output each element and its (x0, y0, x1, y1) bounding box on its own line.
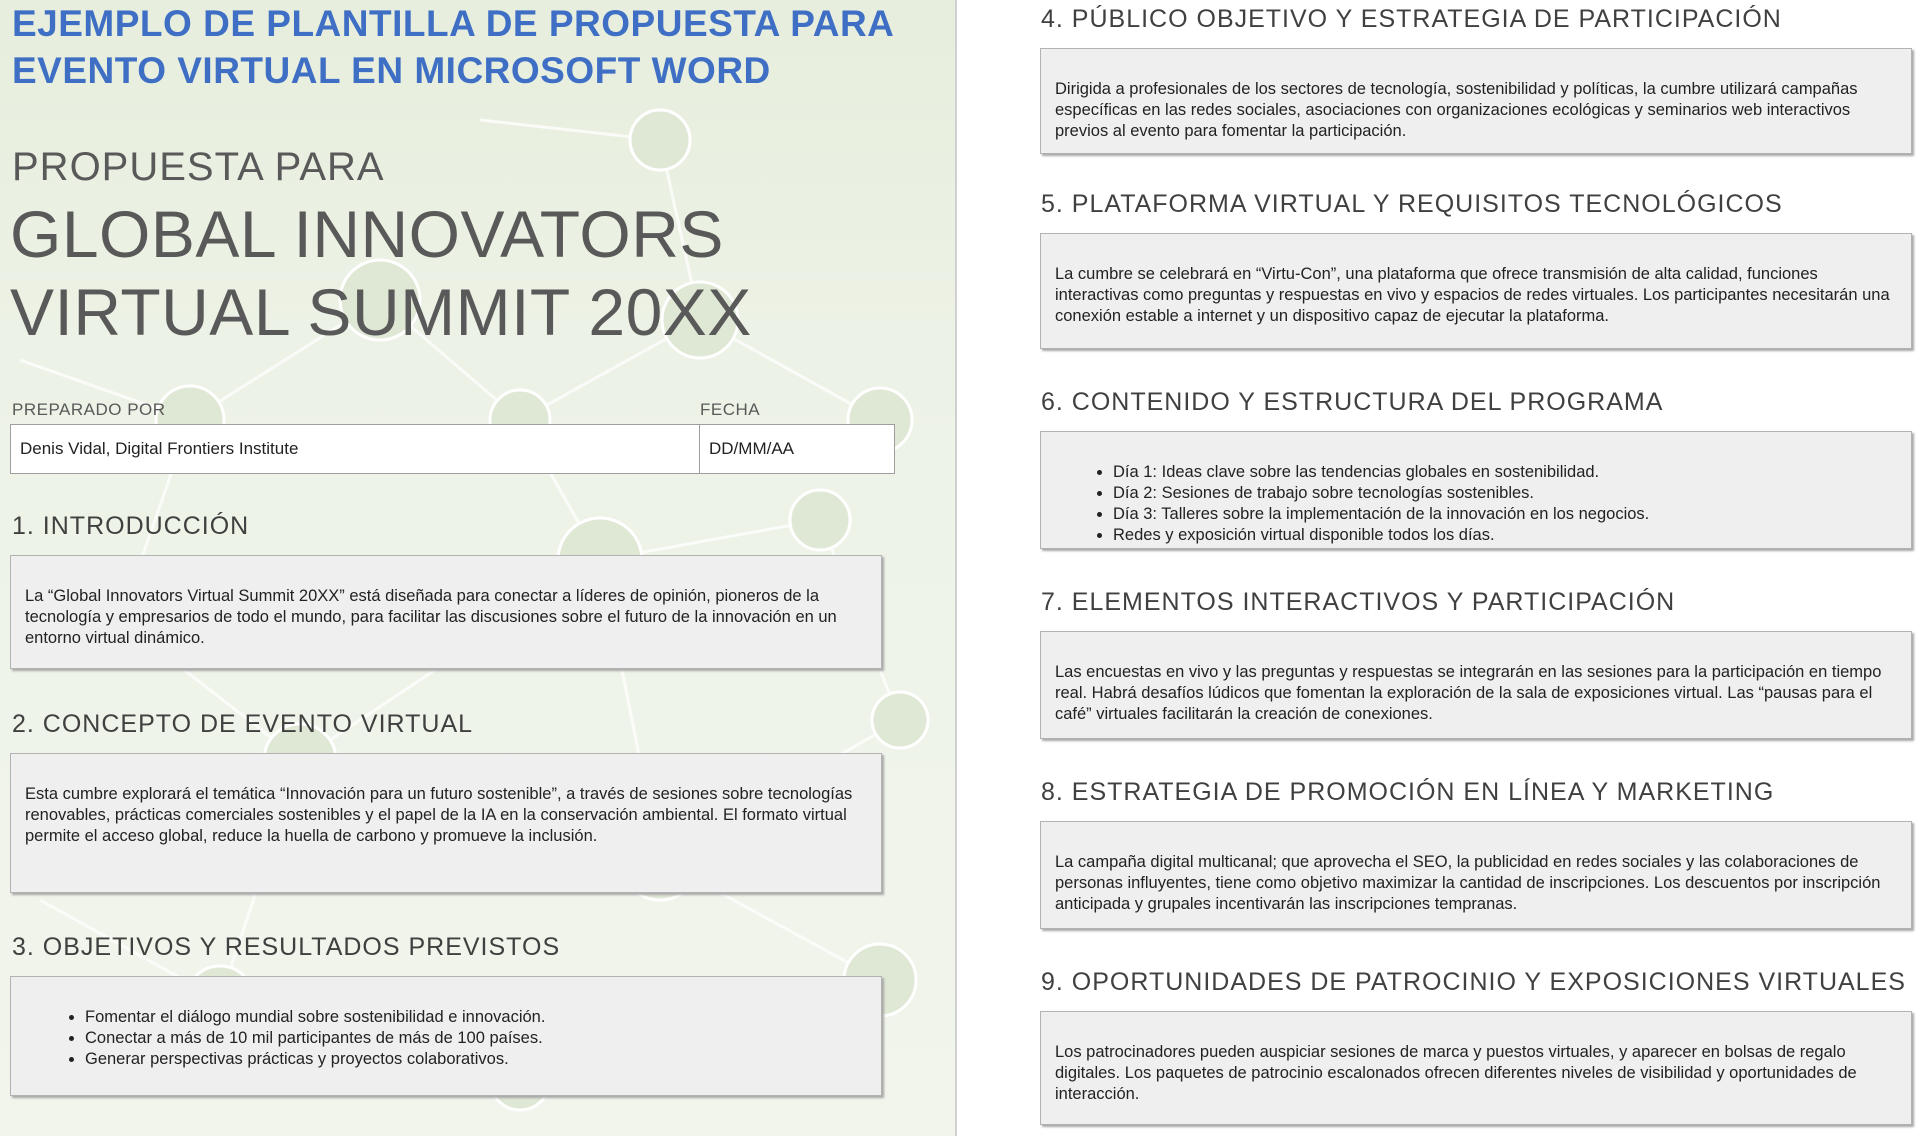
section-text-interactivos: Las encuestas en vivo y las preguntas y respuestas se integrarán en las sesiones para la participación en tiempo real. Habrá desafíos lúdicos que fomentan la exploración de la sala de exposiciones virtual. Las “pausas para el café” virtuales facilitarán la creación de conexiones. (1055, 663, 1882, 723)
list-item: • Generar perspectivas prácticas y proyectos colaborativos. (85, 1049, 867, 1070)
section-title-plataforma: 5. PLATAFORMA VIRTUAL Y REQUISITOS TECNOLÓGICOS (1041, 190, 1783, 218)
section-text-promocion: La campaña digital multicanal; que aprovecha el SEO, la publicidad en redes sociales y las colaboraciones de personas influyentes, tiene como objetivo maximizar la cantidad de inscripciones. Los descuentos por inscripción anticipada y grupales incentivarán las inscripciones tempranas. (1055, 853, 1881, 913)
date-field[interactable]: DD/MM/AA (699, 424, 895, 474)
section-title-contenido: 6. CONTENIDO Y ESTRUCTURA DEL PROGRAMA (1041, 388, 1664, 416)
section-title-interactivos: 7. ELEMENTOS INTERACTIVOS Y PARTICIPACIÓN (1041, 588, 1676, 616)
document-title: EJEMPLO DE PLANTILLA DE PROPUESTA PARA EVENTO VIRTUAL EN MICROSOFT WORD (12, 3, 894, 91)
list-item: • Día 2: Sesiones de trabajo sobre tecnologías sostenibles. (1113, 483, 1897, 504)
list-item: • Día 1: Ideas clave sobre las tendencias globales en sostenibilidad. (1113, 462, 1897, 483)
section-box-objetivos[interactable] (10, 976, 882, 1096)
proposal-subhead: PROPUESTA PARA (12, 145, 385, 189)
prepared-by-field[interactable]: Denis Vidal, Digital Frontiers Institute (10, 424, 700, 474)
section-text-introduccion: La “Global Innovators Virtual Summit 20XX” está diseñada para conectar a líderes de opinión, pioneros de la tecnología y empresarios de todo el mundo, para facilitar las discusiones sobre el futuro de la innovación en un entorno virtual dinámico. (25, 587, 837, 647)
section-text-plataforma: La cumbre se celebrará en “Virtu-Con”, una plataforma que ofrece transmisión de alta calidad, funciones interactivas como preguntas y respuestas en vivo y espacios de redes virtuales. Los participantes necesitarán una conexión estable a internet y un dispositivo capaz de ejecutar la plataforma. (1055, 265, 1890, 325)
section-text-concepto: Esta cumbre explorará el temática “Innovación para un futuro sostenible”, a través de sesiones sobre tecnologías renovables, prácticas comerciales sostenibles y el papel de la IA en la conservación ambiental. El formato virtual permite el acceso global, reduce la huella de carbono y promueve la inclusión. (25, 785, 853, 845)
list-item: • Conectar a más de 10 mil participantes de más de 100 países. (85, 1028, 867, 1049)
section-title-concepto: 2. CONCEPTO DE EVENTO VIRTUAL (12, 710, 474, 738)
event-title (10, 195, 910, 351)
section-box-publico[interactable] (1040, 48, 1912, 154)
event-title-line2: VIRTUAL SUMMIT 20XX (10, 275, 752, 349)
section-box-interactivos[interactable] (1040, 631, 1912, 739)
section-box-plataforma[interactable] (1040, 233, 1912, 349)
prepared-by-label: PREPARADO POR (12, 400, 166, 419)
section-box-contenido[interactable] (1040, 431, 1912, 549)
section-box-patrocinio[interactable] (1040, 1011, 1912, 1125)
section-box-promocion[interactable] (1040, 821, 1912, 929)
section-box-introduccion[interactable] (10, 555, 882, 669)
section-title-patrocinio: 9. OPORTUNIDADES DE PATROCINIO Y EXPOSICIONES VIRTUALES (1041, 968, 1906, 996)
left-page (0, 0, 956, 1136)
event-title-line1: GLOBAL INNOVATORS (10, 197, 724, 271)
section-title-objetivos: 3. OBJETIVOS Y RESULTADOS PREVISTOS (12, 933, 561, 961)
section-title-promocion: 8. ESTRATEGIA DE PROMOCIÓN EN LÍNEA Y MARKETING (1041, 778, 1775, 806)
section-box-concepto[interactable] (10, 753, 882, 893)
date-label: FECHA (700, 400, 761, 419)
list-item: • Fomentar el diálogo mundial sobre sostenibilidad e innovación. (85, 1007, 867, 1028)
section-title-introduccion: 1. INTRODUCCIÓN (12, 512, 250, 540)
right-page (957, 0, 1921, 1136)
list-item: • Redes y exposición virtual disponible todos los días. (1113, 525, 1897, 546)
section-text-patrocinio: Los patrocinadores pueden auspiciar sesiones de marca y puestos virtuales, y aparecer en bolsas de regalo digitales. Los paquetes de patrocinio escalonados ofrecen diferentes niveles de visibilidad y oportunidades de interacción. (1055, 1043, 1857, 1103)
section-title-publico: 4. PÚBLICO OBJETIVO Y ESTRATEGIA DE PARTICIPACIÓN (1041, 5, 1782, 33)
program-list (1055, 462, 1897, 546)
list-item: • Día 3: Talleres sobre la implementación de la innovación en los negocios. (1113, 504, 1897, 525)
objectives-list (25, 1007, 867, 1070)
section-text-publico: Dirigida a profesionales de los sectores de tecnología, sostenibilidad y políticas, la cumbre utilizará campañas específicas en las redes sociales, asociaciones con organizaciones ecológicas y seminarios web interactivos previos al evento para fomentar la participación. (1055, 80, 1858, 140)
